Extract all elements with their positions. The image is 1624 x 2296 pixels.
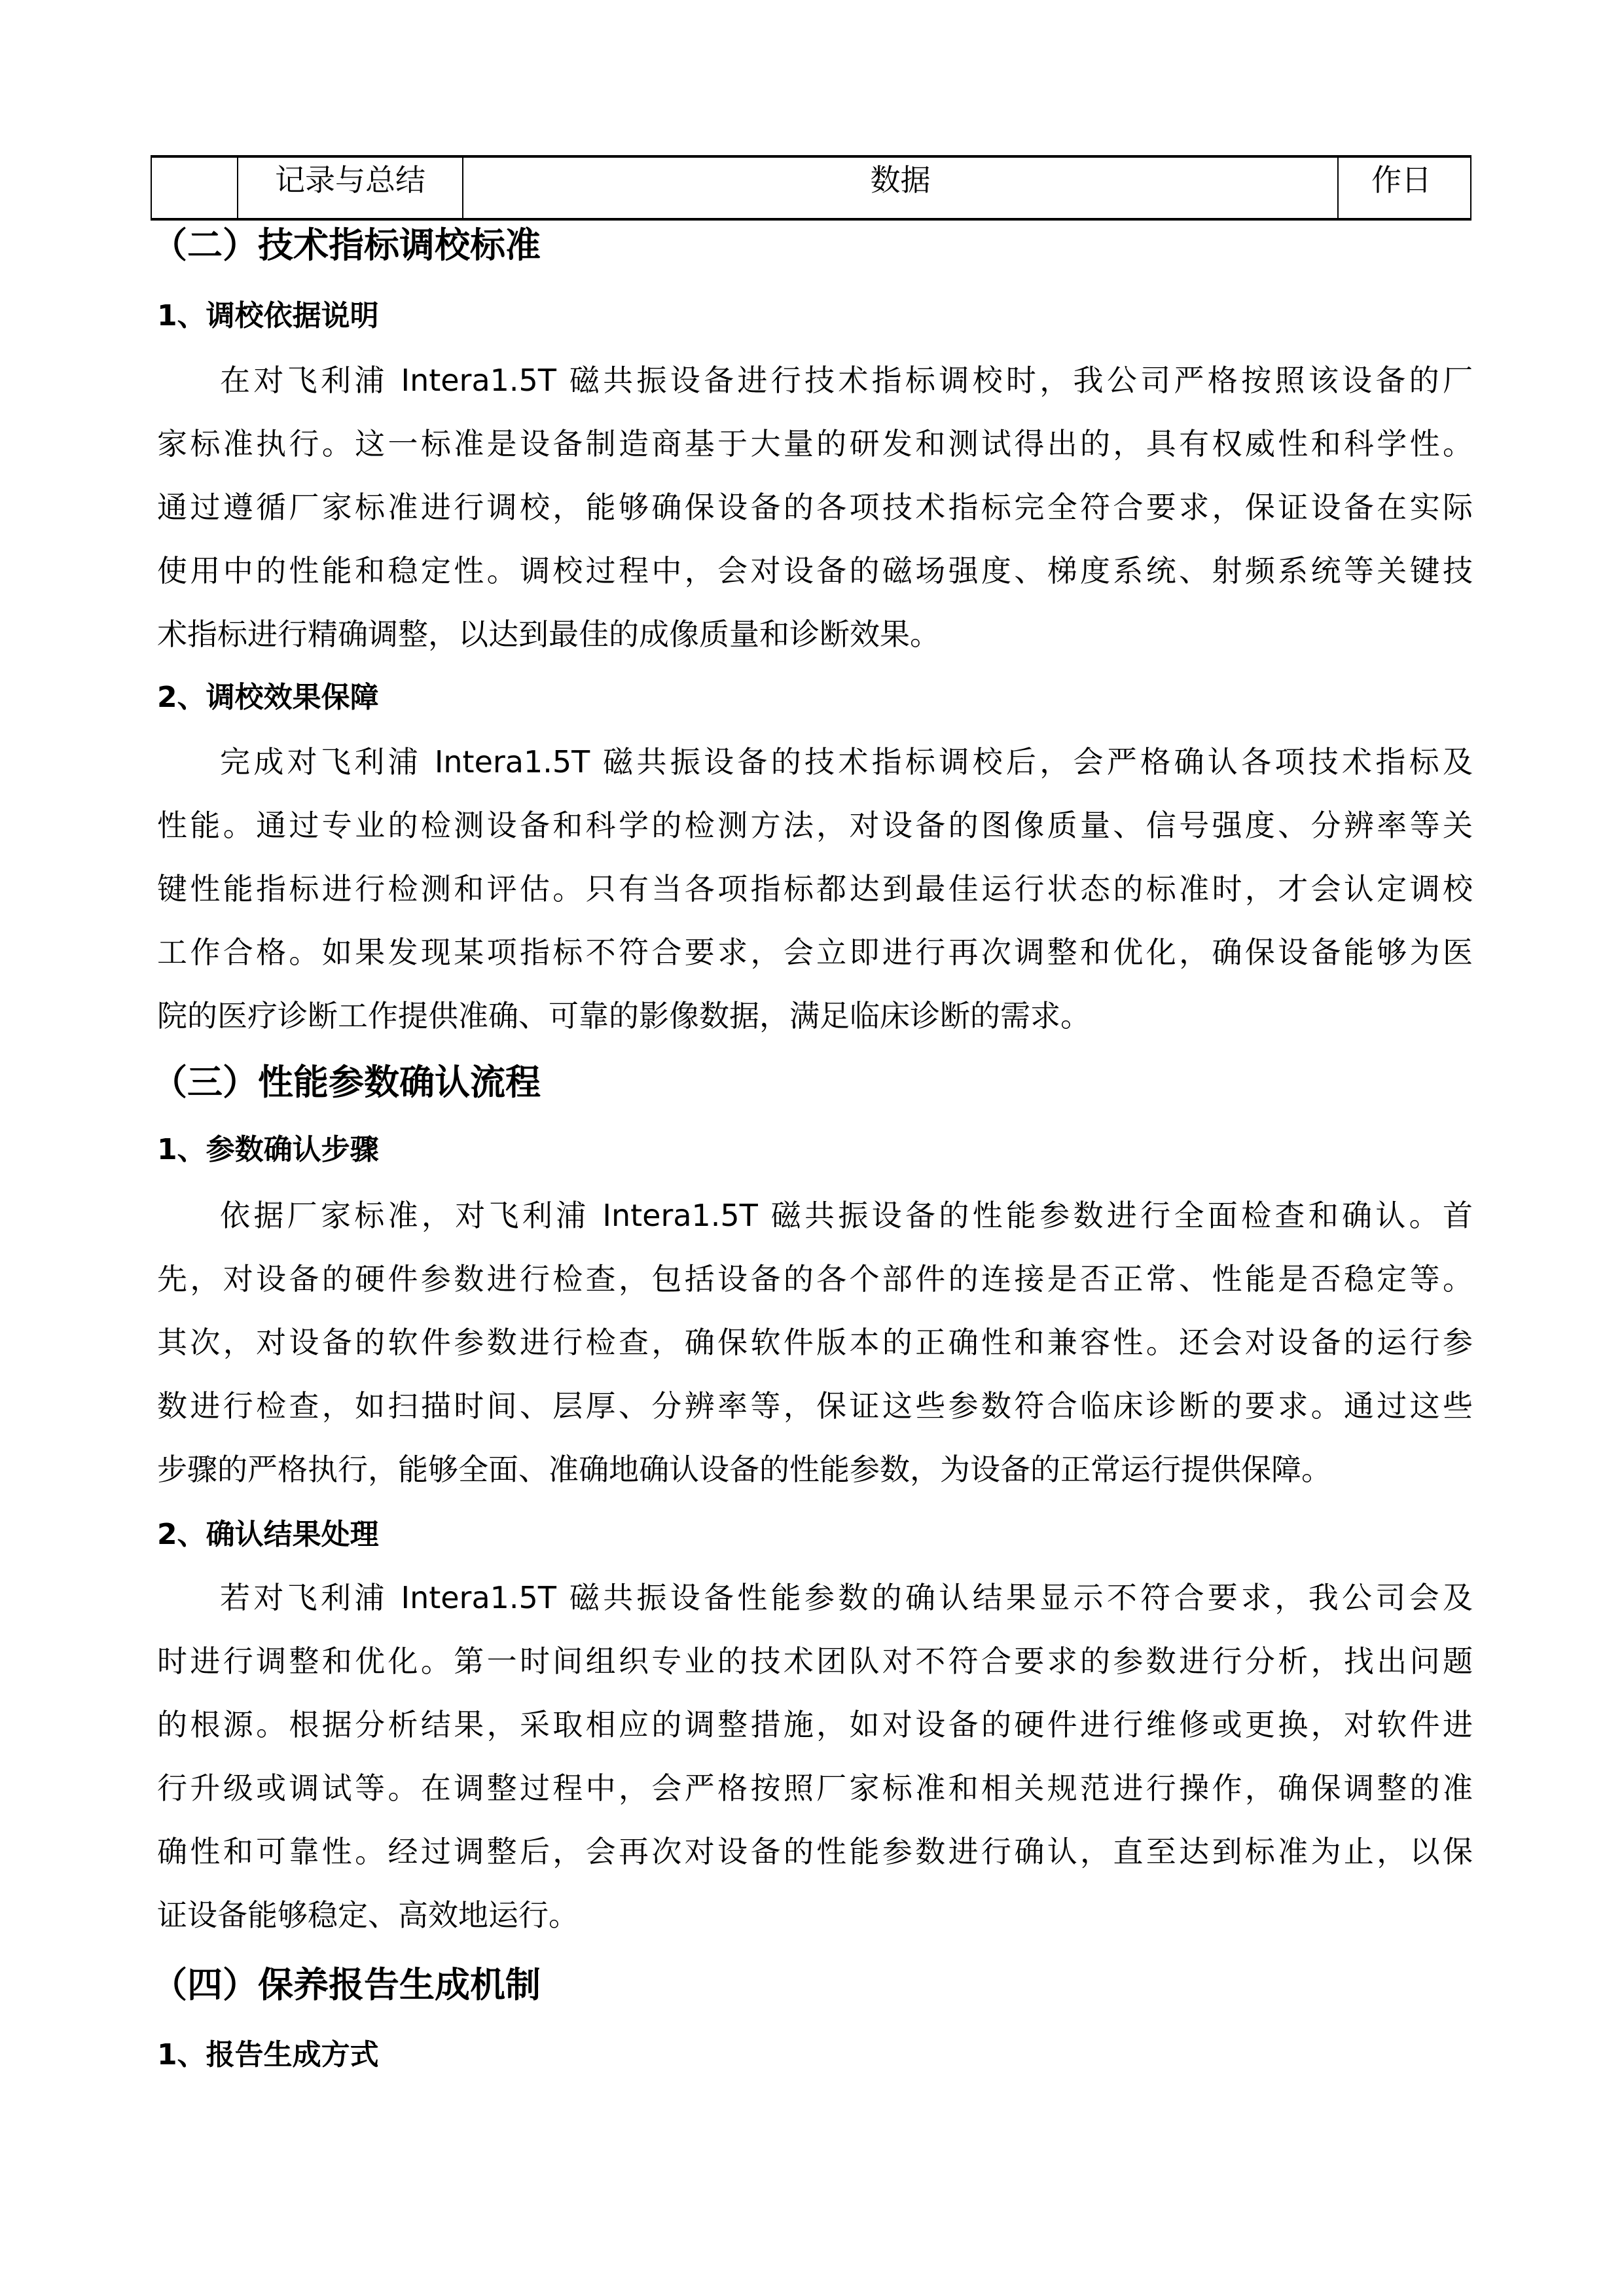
text-line: 的根源。根据分析结果，采取相应的调整措施，如对设备的硬件进行维修或更换，对软件进	[157, 1707, 1473, 1742]
subheading-3-1: 1、参数确认步骤	[157, 1133, 379, 1166]
text-line: 院的医疗诊断工作提供准确、可靠的影像数据，满足临床诊断的需求。	[157, 998, 1091, 1033]
section-heading-2: （二）技术指标调校标准	[152, 224, 541, 266]
subheading-2-1: 1、调校依据说明	[157, 299, 379, 332]
text-line: 证设备能够稳定、高效地运行。	[157, 1897, 579, 1933]
text-line: 工作合格。如果发现某项指标不符合要求，会立即进行再次调整和优化，确保设备能够为医	[157, 935, 1473, 970]
schedule-table-row	[151, 155, 1471, 221]
subheading-3-2: 2、确认结果处理	[157, 1518, 379, 1551]
subheading-4-1: 1、报告生成方式	[157, 2038, 379, 2072]
text-line: 术指标进行精确调整，以达到最佳的成像质量和诊断效果。	[157, 617, 940, 652]
paragraph-2-1	[157, 349, 1473, 666]
text-line: 完成对飞利浦 Intera1.5T 磁共振设备的技术指标调校后，会严格确认各项技术指标及	[220, 744, 1473, 780]
text-line: 确性和可靠性。经过调整后，会再次对设备的性能参数进行确认，直至达到标准为止，以保	[157, 1834, 1473, 1869]
paragraph-3-2	[157, 1566, 1473, 1947]
table-cell-item: 记录与总结	[238, 158, 463, 218]
text-line: 先，对设备的硬件参数进行检查，包括设备的各个部件的连接是否正常、性能是否稳定等。	[157, 1261, 1473, 1297]
table-cell-period: 作日	[1371, 162, 1432, 198]
text-line: 依据厂家标准，对飞利浦 Intera1.5T 磁共振设备的性能参数进行全面检查和确认。首	[220, 1198, 1473, 1233]
text-line: 家标准执行。这一标准是设备制造商基于大量的研发和测试得出的，具有权威性和科学性。	[157, 426, 1473, 461]
text-line: 性能。通过专业的检测设备和科学的检测方法，对设备的图像质量、信号强度、分辨率等关	[157, 808, 1473, 843]
text-line: 步骤的严格执行，能够全面、准确地确认设备的性能参数，为设备的正常运行提供保障。	[157, 1452, 1331, 1487]
section-heading-3: （三）性能参数确认流程	[152, 1062, 541, 1103]
section-heading-4: （四）保养报告生成机制	[152, 1964, 541, 2005]
text-line: 键性能指标进行检测和评估。只有当各项指标都达到最佳运行状态的标准时，才会认定调校	[157, 871, 1473, 906]
text-line: 其次，对设备的软件参数进行检查，确保软件版本的正确性和兼容性。还会对设备的运行参	[157, 1325, 1473, 1360]
text-line: 使用中的性能和稳定性。调校过程中，会对设备的磁场强度、梯度系统、射频系统等关键技	[157, 553, 1473, 588]
table-cell-content: 数据	[463, 158, 1339, 218]
paragraph-2-2	[157, 730, 1473, 1048]
text-line: 时进行调整和优化。第一时间组织专业的技术团队对不符合要求的参数进行分析，找出问题	[157, 1643, 1473, 1679]
text-line: 通过遵循厂家标准进行调校，能够确保设备的各项技术指标完全符合要求，保证设备在实际	[157, 490, 1473, 525]
text-line: 若对飞利浦 Intera1.5T 磁共振设备性能参数的确认结果显示不符合要求，我公司会及	[220, 1580, 1473, 1615]
text-line: 在对飞利浦 Intera1.5T 磁共振设备进行技术指标调校时，我公司严格按照该设备的厂	[220, 363, 1473, 398]
subheading-2-2: 2、调校效果保障	[157, 681, 379, 714]
table-cell-index	[152, 158, 238, 218]
text-line: 数进行检查，如扫描时间、层厚、分辨率等，保证这些参数符合临床诊断的要求。通过这些	[157, 1388, 1473, 1424]
paragraph-3-1	[157, 1184, 1473, 1501]
text-line: 行升级或调试等。在调整过程中，会严格按照厂家标准和相关规范进行操作，确保调整的准	[157, 1770, 1473, 1806]
